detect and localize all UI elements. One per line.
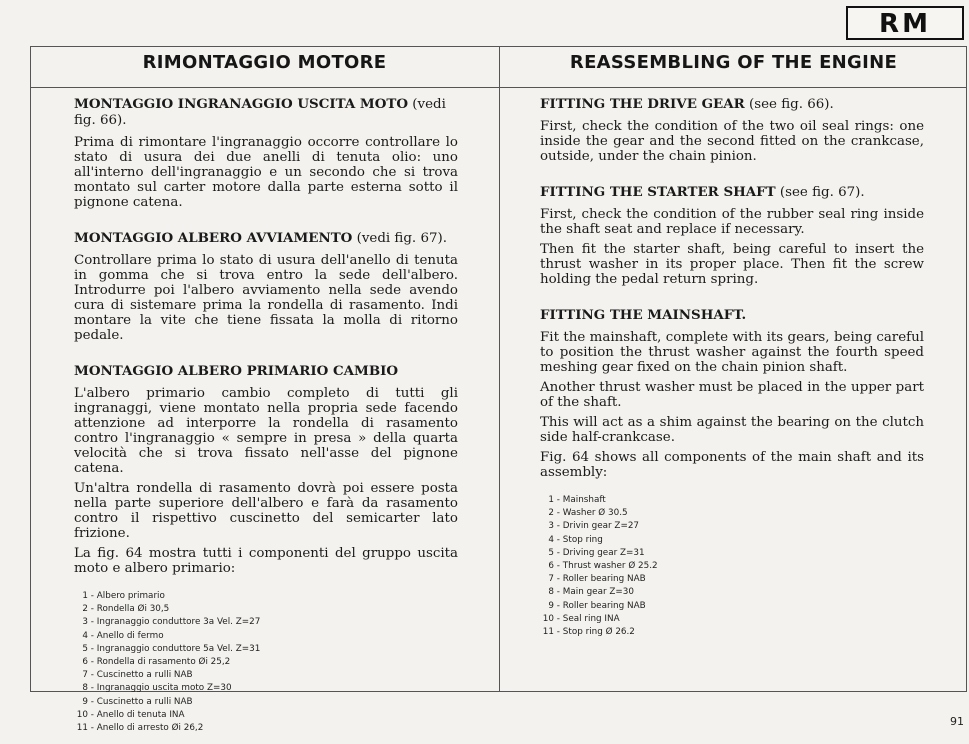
list-item: 10 - Seal ring INA <box>542 613 620 624</box>
list-item: 9 - Roller bearing NAB <box>548 600 646 611</box>
paragraph: Prima di rimontare l'ingranaggio occorre controllare lo stato di usura dei due anelli di tenuta olio: uno all'interno dell'ingranaggio e un secondo che si trova montato sul carter motore dalla parte esterna sotto il pignone catena. <box>74 135 458 210</box>
page-number: 91 <box>950 715 964 728</box>
section-mainshaft-en <box>540 307 924 480</box>
paragraph: Then fit the starter shaft, being careful to insert the thrust washer in its proper place. Then fit the screw holding the pedal return spring. <box>540 242 924 287</box>
list-item: 3 - Drivin gear Z=27 <box>548 521 640 532</box>
section-drive-gear-it <box>74 96 458 210</box>
list-item: 5 - Driving gear Z=31 <box>548 547 645 558</box>
section-starter-shaft-en <box>540 184 924 287</box>
list-item: 7 - Cuscinetto a rulli NAB <box>82 670 193 681</box>
list-item: 9 - Cuscinetto a rulli NAB <box>82 696 193 707</box>
section-heading: MONTAGGIO INGRANAGGIO USCITA MOTO (vedi fig. 66). <box>74 96 446 128</box>
list-item: 7 - Roller bearing NAB <box>548 574 646 585</box>
paragraph: This will act as a shim against the bearing on the clutch side half-crankcase. <box>540 415 924 445</box>
paragraph: First, check the condition of the rubber seal ring inside the shaft seat and replace if necessary. <box>540 207 924 237</box>
paragraph: L'albero primario cambio completo di tutti gli ingranaggi, viene montato nella propria sede facendo attenzione ad interporre la rondella di rasamento contro l'ingranaggio « sempre in presa » della quarta velocità che si trova fissato nell'asse del pignone catena. <box>74 386 458 476</box>
english-title: REASSEMBLING OF THE ENGINE <box>569 52 898 73</box>
column-divider <box>499 46 500 692</box>
paragraph: Fig. 64 shows all components of the main shaft and its assembly: <box>540 450 924 480</box>
section-drive-gear-en <box>540 96 924 164</box>
list-item: 8 - Ingranaggio uscita moto Z=30 <box>82 683 232 694</box>
list-item: 2 - Rondella Øi 30,5 <box>82 604 170 615</box>
list-item: 11 - Stop ring Ø 26.2 <box>542 627 635 638</box>
list-item: 8 - Main gear Z=30 <box>548 587 634 598</box>
list-item: 6 - Thrust washer Ø 25.2 <box>548 561 658 572</box>
english-column <box>540 96 924 639</box>
section-heading: MONTAGGIO ALBERO PRIMARIO CAMBIO <box>74 363 399 379</box>
section-mainshaft-it <box>74 363 458 576</box>
section-code: RM <box>879 9 931 39</box>
section-heading: FITTING THE DRIVE GEAR (see fig. 66). <box>540 96 834 112</box>
list-item: 5 - Ingranaggio conduttore 5a Vel. Z=31 <box>82 643 261 654</box>
section-heading: FITTING THE STARTER SHAFT (see fig. 67). <box>540 184 865 200</box>
paragraph: Un'altra rondella di rasamento dovrà poi essere posta nella parte superiore dell'albero e farà da rasamento contro il rispettivo cuscinetto del semicarter lato frizione. <box>74 481 458 541</box>
paragraph: Another thrust washer must be placed in the upper part of the shaft. <box>540 380 924 410</box>
paragraph: La fig. 64 mostra tutti i componenti del gruppo uscita moto e albero primario: <box>74 546 458 576</box>
italian-title: RIMONTAGGIO MOTORE <box>142 52 387 73</box>
paragraph: Controllare prima lo stato di usura dell'anello di tenuta in gomma che si trova entro la sede dell'albero. Introdurre poi l'albero avviamento nella sede avendo cura di sistemare prima la rondella di rasamento. Indi montare la vite che tiene fissata la molla di ritorno pedale. <box>74 253 458 343</box>
list-item: 10 - Anello di tenuta INA <box>76 709 185 720</box>
paragraph: First, check the condition of the two oil seal rings: one inside the gear and the second fitted on the crankcase, outside, under the chain pinion. <box>540 119 924 164</box>
italian-column <box>74 96 458 735</box>
list-item: 4 - Anello di fermo <box>82 630 164 641</box>
list-item: 1 - Mainshaft <box>548 495 606 505</box>
section-heading: FITTING THE MAINSHAFT. <box>540 307 747 323</box>
section-starter-shaft-it <box>74 230 458 343</box>
list-item: 1 - Albero primario <box>82 591 165 601</box>
section-tab <box>846 6 964 40</box>
parts-list-en <box>540 494 924 639</box>
list-item: 11 - Anello di arresto Øi 26,2 <box>76 723 204 734</box>
list-item: 6 - Rondella di rasamento Øi 25,2 <box>82 657 231 668</box>
list-item: 4 - Stop ring <box>548 534 603 545</box>
parts-list-it <box>74 590 458 735</box>
paragraph: Fit the mainshaft, complete with its gears, being careful to position the thrust washer against the fourth speed meshing gear fixed on the chain pinion shaft. <box>540 330 924 375</box>
section-heading: MONTAGGIO ALBERO AVVIAMENTO (vedi fig. 67). <box>74 230 447 246</box>
list-item: 2 - Washer Ø 30.5 <box>548 508 628 519</box>
list-item: 3 - Ingranaggio conduttore 3a Vel. Z=27 <box>82 617 261 628</box>
